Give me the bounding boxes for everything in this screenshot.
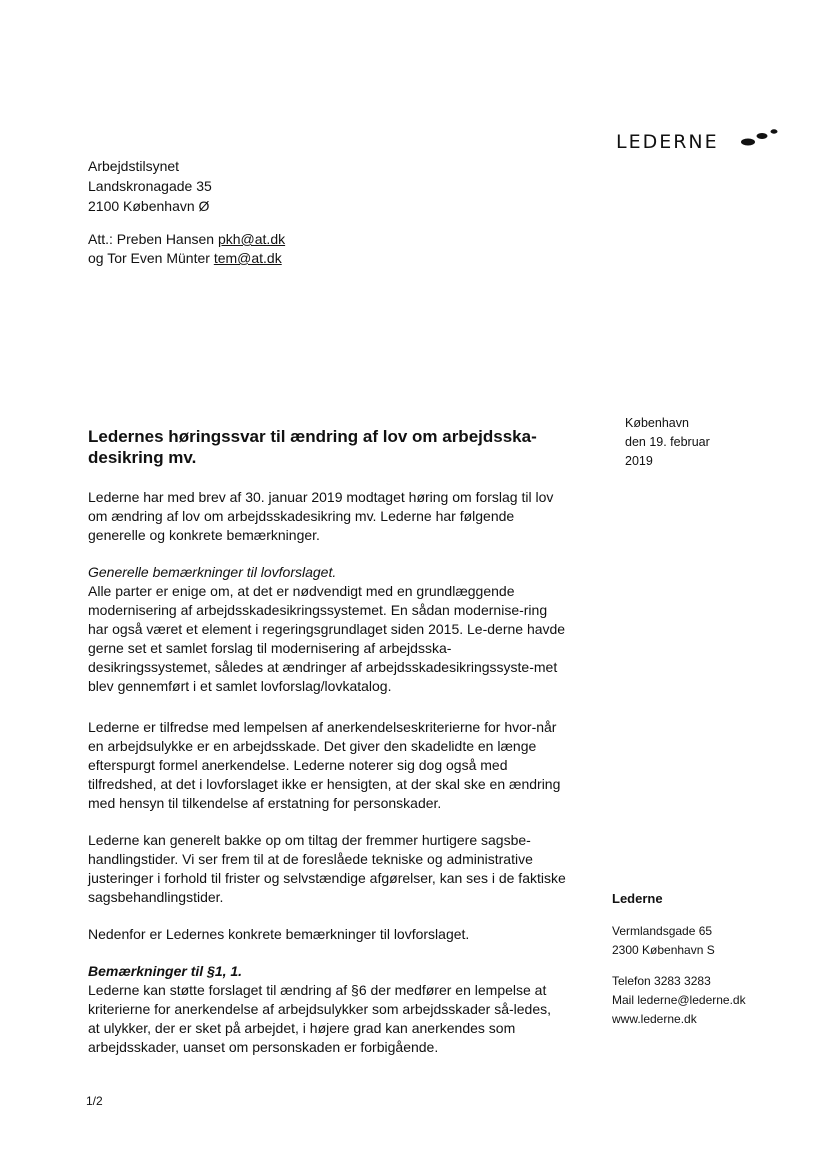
sender-block bbox=[612, 889, 746, 1029]
sender-phone: Telefon 3283 3283 bbox=[612, 974, 711, 988]
sender-address-line: 2300 København S bbox=[612, 943, 715, 957]
body-paragraph: Lederne kan generelt bakke op om tiltag der fremmer hurtigere sagsbe-handlingstider. Vi ser frem til at de foreslåede tekniske og administrative justeringer i forhold til frister og selvstændige afgørelser, kan ses i de faktiske sagsbehandlingstider. bbox=[88, 832, 566, 905]
body-paragraph: Nedenfor er Ledernes konkrete bemærkninger til lovforslaget. bbox=[88, 926, 470, 942]
section-heading: Generelle bemærkninger til lovforslaget. bbox=[88, 564, 337, 580]
body-paragraph: Lederne har med brev af 30. januar 2019 modtaget høring om forslag til lov om ændring af lov om arbejdsskadesikring mv. Lederne har følgende generelle og konkrete bemærkninger. bbox=[88, 489, 554, 543]
section-heading: Bemærkninger til §1, 1. bbox=[88, 963, 243, 979]
letter-headline: Ledernes høringssvar til ændring af lov om arbejdsska-desikring mv. bbox=[88, 427, 537, 467]
sender-address bbox=[612, 922, 746, 960]
page-number: 1/2 bbox=[86, 1094, 103, 1108]
sender-website[interactable]: www.lederne.dk bbox=[612, 1012, 697, 1026]
recipient-line: Landskronagade 35 bbox=[88, 178, 212, 194]
date-line: 2019 bbox=[625, 454, 653, 468]
body-paragraph: Alle parter er enige om, at det er nødvendigt med en grundlæggende modernisering af arbejdsskadesikringssystemet. En sådan modernise-ring har også været et element i regeringsgrundlaget siden 2015. Le-derne havde gerne set et samlet forslag til modernisering af arbejdsska-desikringssystemet, således at ændringer af arbejdsskadesikringssyste-met blev gennemført i et samlet lovforslag/lovkatalog. bbox=[88, 583, 566, 694]
attention-block bbox=[88, 230, 285, 268]
recipient-line: 2100 København Ø bbox=[88, 198, 210, 214]
email-link[interactable]: tem@at.dk bbox=[213, 250, 282, 266]
sender-name: Lederne bbox=[612, 891, 663, 906]
sender-contact bbox=[612, 972, 746, 1029]
attention-line-2 bbox=[88, 249, 285, 268]
sender-email[interactable]: Mail lederne@lederne.dk bbox=[612, 993, 746, 1007]
date-line: den 19. februar bbox=[625, 435, 710, 449]
logo-dots-icon bbox=[612, 128, 792, 156]
attention-name: og Tor Even Münter bbox=[88, 250, 214, 266]
attention-line-1 bbox=[88, 230, 285, 249]
email-link[interactable]: pkh@at.dk bbox=[217, 231, 286, 247]
logo-wordmark: LEDERNE bbox=[616, 131, 719, 153]
letter-body bbox=[88, 488, 566, 1075]
body-paragraph: Lederne kan støtte forslaget til ændring af §6 der medfører en lempelse at kriterierne for anerkendelse af arbejdsulykker som arbejdsskader så-ledes, at ulykker, der er sket på arbejdet, i højere grad kan anerkendes som arbejdsskader, uanset om personskaden er forbigående. bbox=[88, 982, 551, 1055]
sender-address-line: Vermlandsgade 65 bbox=[612, 924, 713, 938]
recipient-address bbox=[88, 156, 212, 216]
lederne-logo bbox=[612, 128, 792, 156]
letter-date bbox=[625, 414, 710, 471]
date-line: København bbox=[625, 416, 689, 430]
attention-name: Att.: Preben Hansen bbox=[88, 231, 218, 247]
body-paragraph: Lederne er tilfredse med lempelsen af anerkendelseskriterierne for hvor-når en arbejdsulykke er en arbejdsskade. Det giver den skadelidte en længe efterspurgt formel anerkendelse. Lederne noterer sig dog også med tilfredshed, at det i lovforslaget ikke er hensigten, at der skal ske en ændring med hensyn til tilkendelse af erstatning for personskader. bbox=[88, 719, 561, 811]
recipient-line: Arbejdstilsynet bbox=[88, 158, 180, 174]
